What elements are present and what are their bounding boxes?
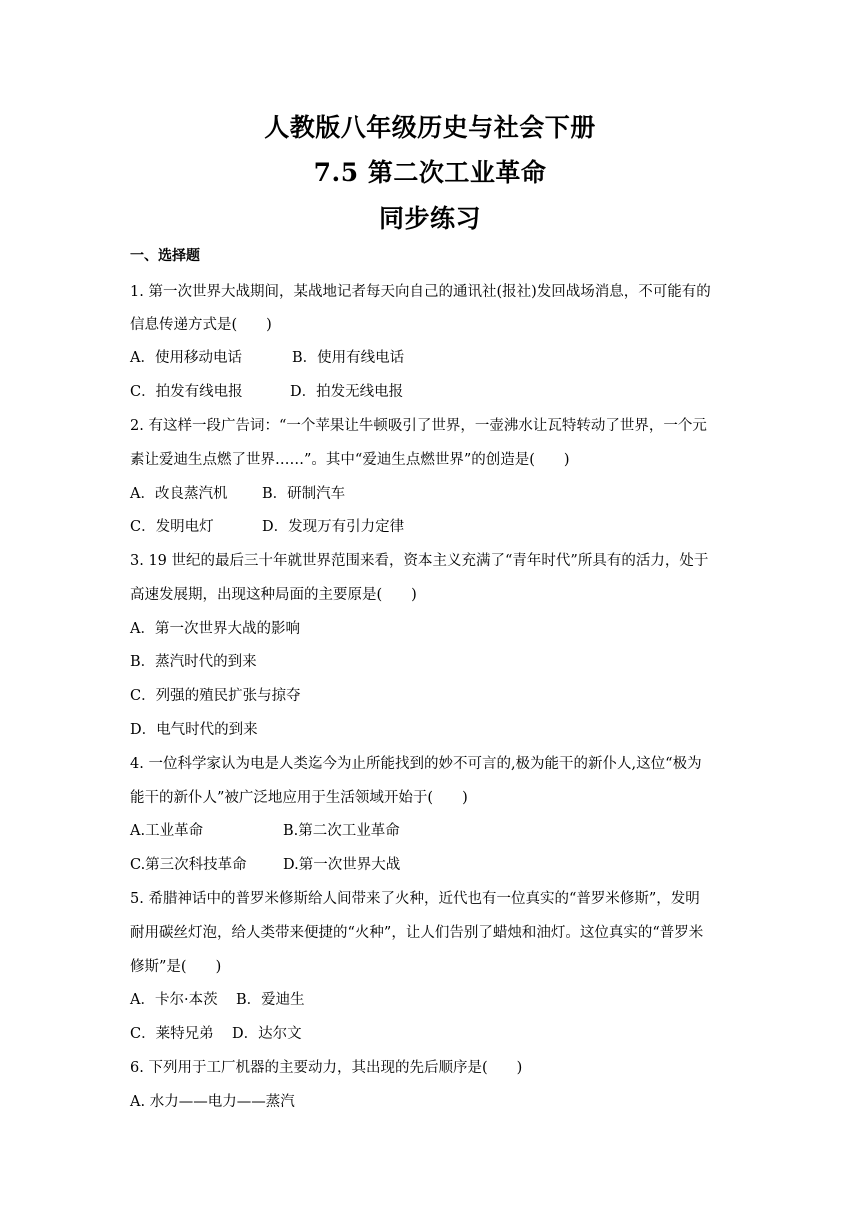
- exercise-title: 同步练习: [378, 204, 481, 233]
- question-1-text-line-2: 信息传递方式是( ): [130, 317, 272, 333]
- question-4-option-c: C.第三次科技革命: [130, 857, 247, 873]
- question-2-option-b: B．研制汽车: [262, 486, 346, 502]
- question-5-text-line-2: 耐用碳丝灯泡，给人类带来便捷的“火种”，让人们告别了蜡烛和油灯。这位真实的“普罗米: [130, 925, 704, 941]
- question-1-option-a: A．使用移动电话: [130, 350, 242, 366]
- question-5-text-line-3: 修斯”是( ): [130, 959, 222, 975]
- question-4-option-a: A.工业革命: [130, 823, 204, 839]
- question-6-text-line-1: 6. 下列用于工厂机器的主要动力，其出现的先后顺序是( ): [130, 1060, 523, 1076]
- question-2-option-a: A．改良蒸汽机: [130, 486, 228, 502]
- question-5-option-b: B．爱迪生: [236, 992, 305, 1008]
- question-3-option-d: D．电气时代的到来: [130, 722, 258, 738]
- question-3-text-line-1: 3. 19 世纪的最后三十年就世界范围来看，资本主义充满了“青年时代”所具有的活力，处于: [130, 553, 709, 569]
- question-3-option-b: B．蒸汽时代的到来: [130, 654, 257, 670]
- question-2-text-line-1: 2. 有这样一段广告词：“一个苹果让牛顿吸引了世界，一壶沸水让瓦特转动了世界，一个元: [130, 418, 707, 434]
- question-1-option-d: D．拍发无线电报: [290, 384, 404, 400]
- question-3-option-c: C．列强的殖民扩张与掠夺: [130, 688, 301, 704]
- question-3-text-line-2: 高速发展期，出现这种局面的主要原是( ): [130, 587, 417, 603]
- question-5-option-d: D．达尔文: [232, 1026, 302, 1042]
- question-5-option-a: A．卡尔·本茨: [130, 992, 218, 1008]
- question-4-option-d: D.第一次世界大战: [283, 857, 401, 873]
- question-3-option-a: A．第一次世界大战的影响: [130, 621, 300, 637]
- document-title: 人教版八年级历史与社会下册: [264, 113, 596, 142]
- question-4-option-b: B.第二次工业革命: [283, 823, 400, 839]
- question-4-text-line-1: 4. 一位科学家认为电是人类迄今为止所能找到的妙不可言的,极为能干的新仆人,这位“极为: [130, 756, 702, 772]
- question-5-option-c: C．莱特兄弟: [130, 1026, 214, 1042]
- question-2-option-c: C．发明电灯: [130, 519, 214, 535]
- question-4-text-line-2: 能干的新仆人”被广泛地应用于生活领域开始于( ): [130, 790, 468, 806]
- section-heading: 一、选择题: [130, 248, 200, 264]
- lesson-title: 7.5 第二次工业革命: [313, 158, 547, 187]
- question-1-option-c: C．拍发有线电报: [130, 384, 243, 400]
- question-1-text-line-1: 1. 第一次世界大战期间，某战地记者每天向自己的通讯社(报社)发回战场消息，不可能有的: [130, 284, 711, 300]
- question-2-option-d: D．发现万有引力定律: [262, 519, 405, 535]
- question-6-option-a: A. 水力——电力——蒸汽: [130, 1094, 295, 1110]
- question-5-text-line-1: 5. 希腊神话中的普罗米修斯给人间带来了火种，近代也有一位真实的“普罗米修斯”，发明: [130, 891, 700, 907]
- question-2-text-line-2: 素让爱迪生点燃了世界……”。其中“爱迪生点燃世界”的创造是( ): [130, 452, 570, 468]
- question-1-option-b: B．使用有线电话: [292, 350, 405, 366]
